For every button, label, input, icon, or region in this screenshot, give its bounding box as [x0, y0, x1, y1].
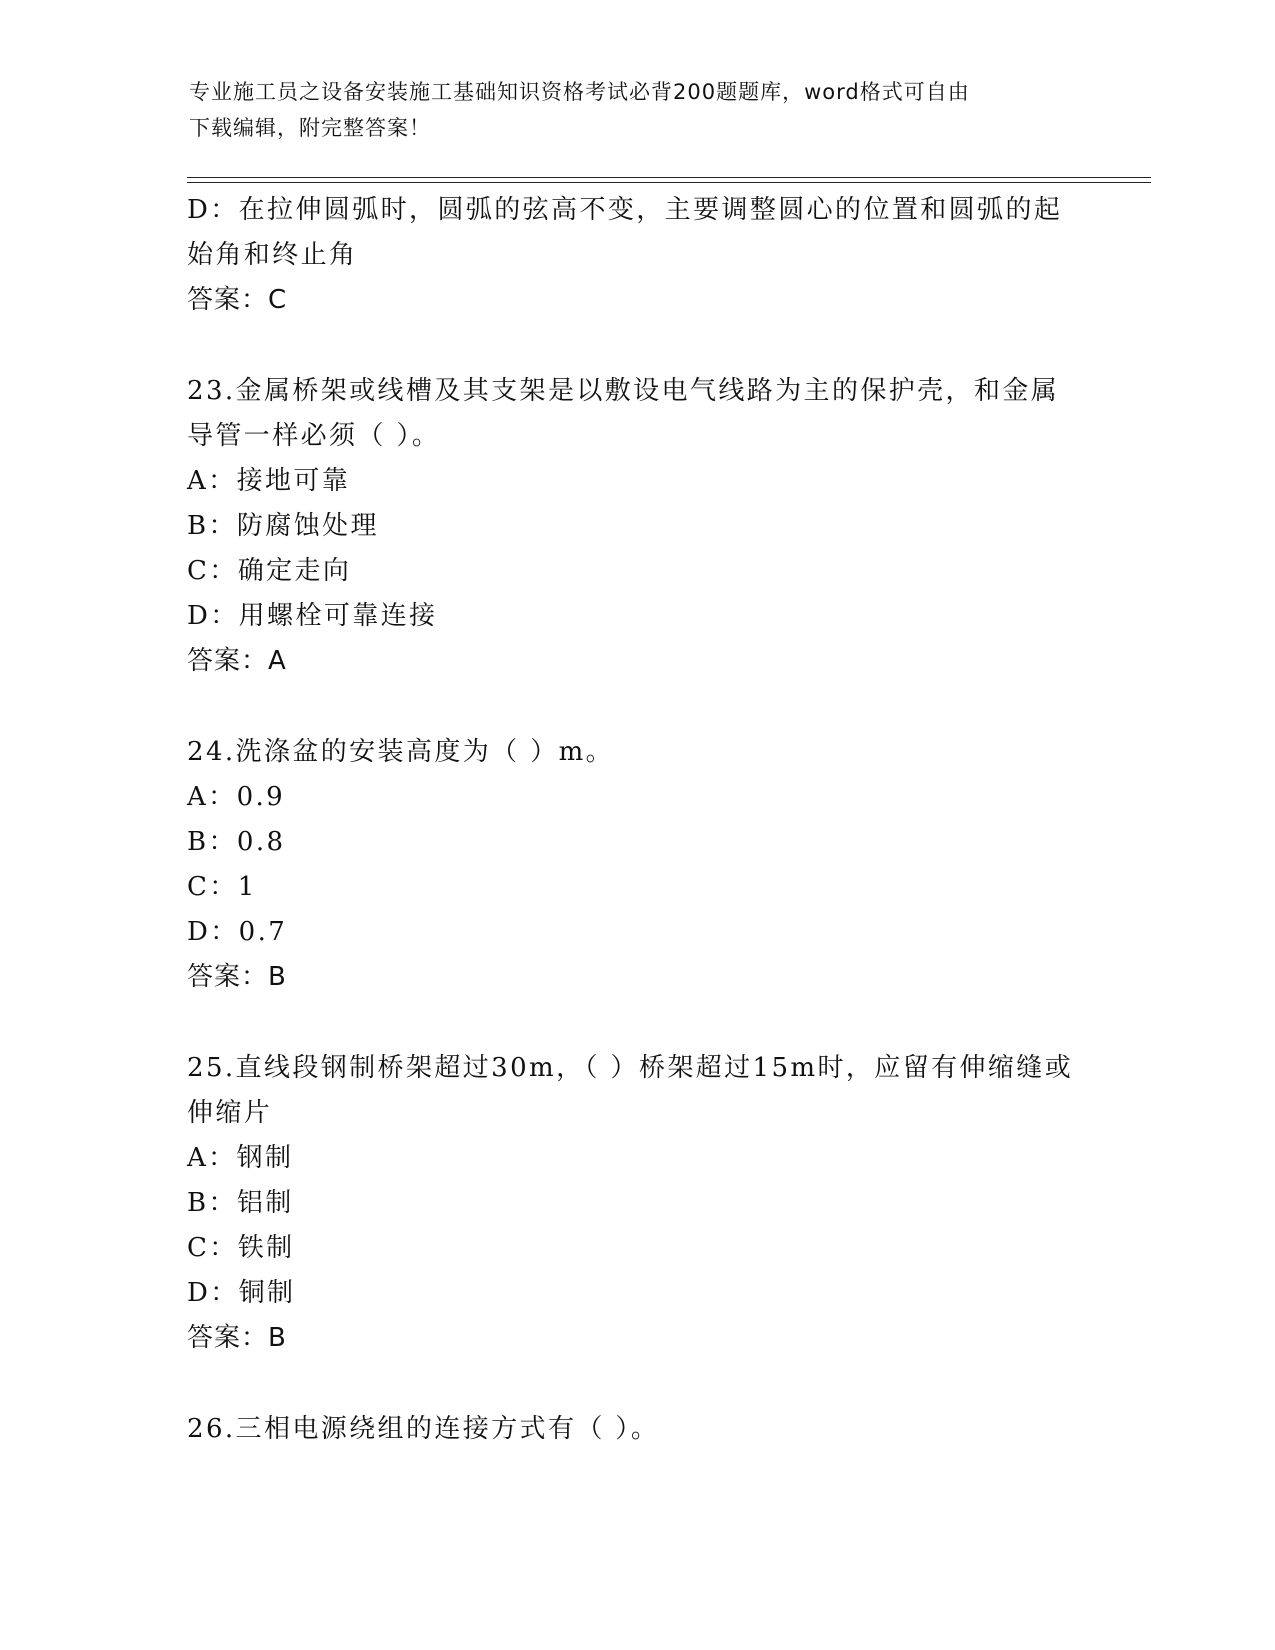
answer: 答案：A: [187, 646, 287, 676]
question-list: [187, 188, 1087, 1452]
answer: 答案：B: [187, 1323, 287, 1353]
question-text: 24.洗涤盆的安装高度为（ ）m。: [187, 737, 615, 767]
option-c: C：确定走向: [187, 556, 352, 586]
question-text: 25.直线段钢制桥架超过30m，（ ）桥架超过15m时，应留有伸缩缝或: [187, 1053, 1074, 1083]
header-line-2: 下载编辑，附完整答案！: [189, 116, 431, 140]
answer: 答案：B: [187, 962, 287, 992]
question-25: [187, 1046, 1087, 1361]
answer: 答案：C: [187, 285, 288, 315]
option-d-continued: 始角和终止角: [187, 240, 358, 270]
question-text: 26.三相电源绕组的连接方式有（ ）。: [187, 1414, 660, 1444]
option-a: A：钢制: [187, 1143, 294, 1173]
question-26: [187, 1407, 1087, 1452]
option-a: A：0.9: [187, 782, 286, 812]
previous-question-tail: [187, 188, 1087, 323]
document-header: [189, 74, 1089, 146]
option-d: D：0.7: [187, 917, 288, 947]
option-a: A：接地可靠: [187, 466, 351, 496]
option-b: B：铝制: [187, 1188, 294, 1218]
option-b: B：防腐蚀处理: [187, 511, 379, 541]
option-d: D：在拉伸圆弧时，圆弧的弦高不变，主要调整圆心的位置和圆弧的起: [187, 195, 1063, 225]
question-24: [187, 730, 1087, 1000]
option-b: B：0.8: [187, 827, 286, 857]
option-c: C：1: [187, 872, 257, 902]
option-d: D：铜制: [187, 1278, 296, 1308]
question-text: 23.金属桥架或线槽及其支架是以敷设电气线路为主的保护壳，和金属: [187, 376, 1060, 406]
header-divider-bottom: [187, 182, 1151, 183]
question-text-continued: 伸缩片: [187, 1098, 273, 1128]
option-d: D：用螺栓可靠连接: [187, 601, 438, 631]
header-line-1: 专业施工员之设备安装施工基础知识资格考试必背200题题库，word格式可自由: [189, 80, 970, 104]
question-23: [187, 369, 1087, 684]
question-text-continued: 导管一样必须（ ）。: [187, 421, 441, 451]
option-c: C：铁制: [187, 1233, 295, 1263]
header-divider-top: [187, 177, 1151, 178]
